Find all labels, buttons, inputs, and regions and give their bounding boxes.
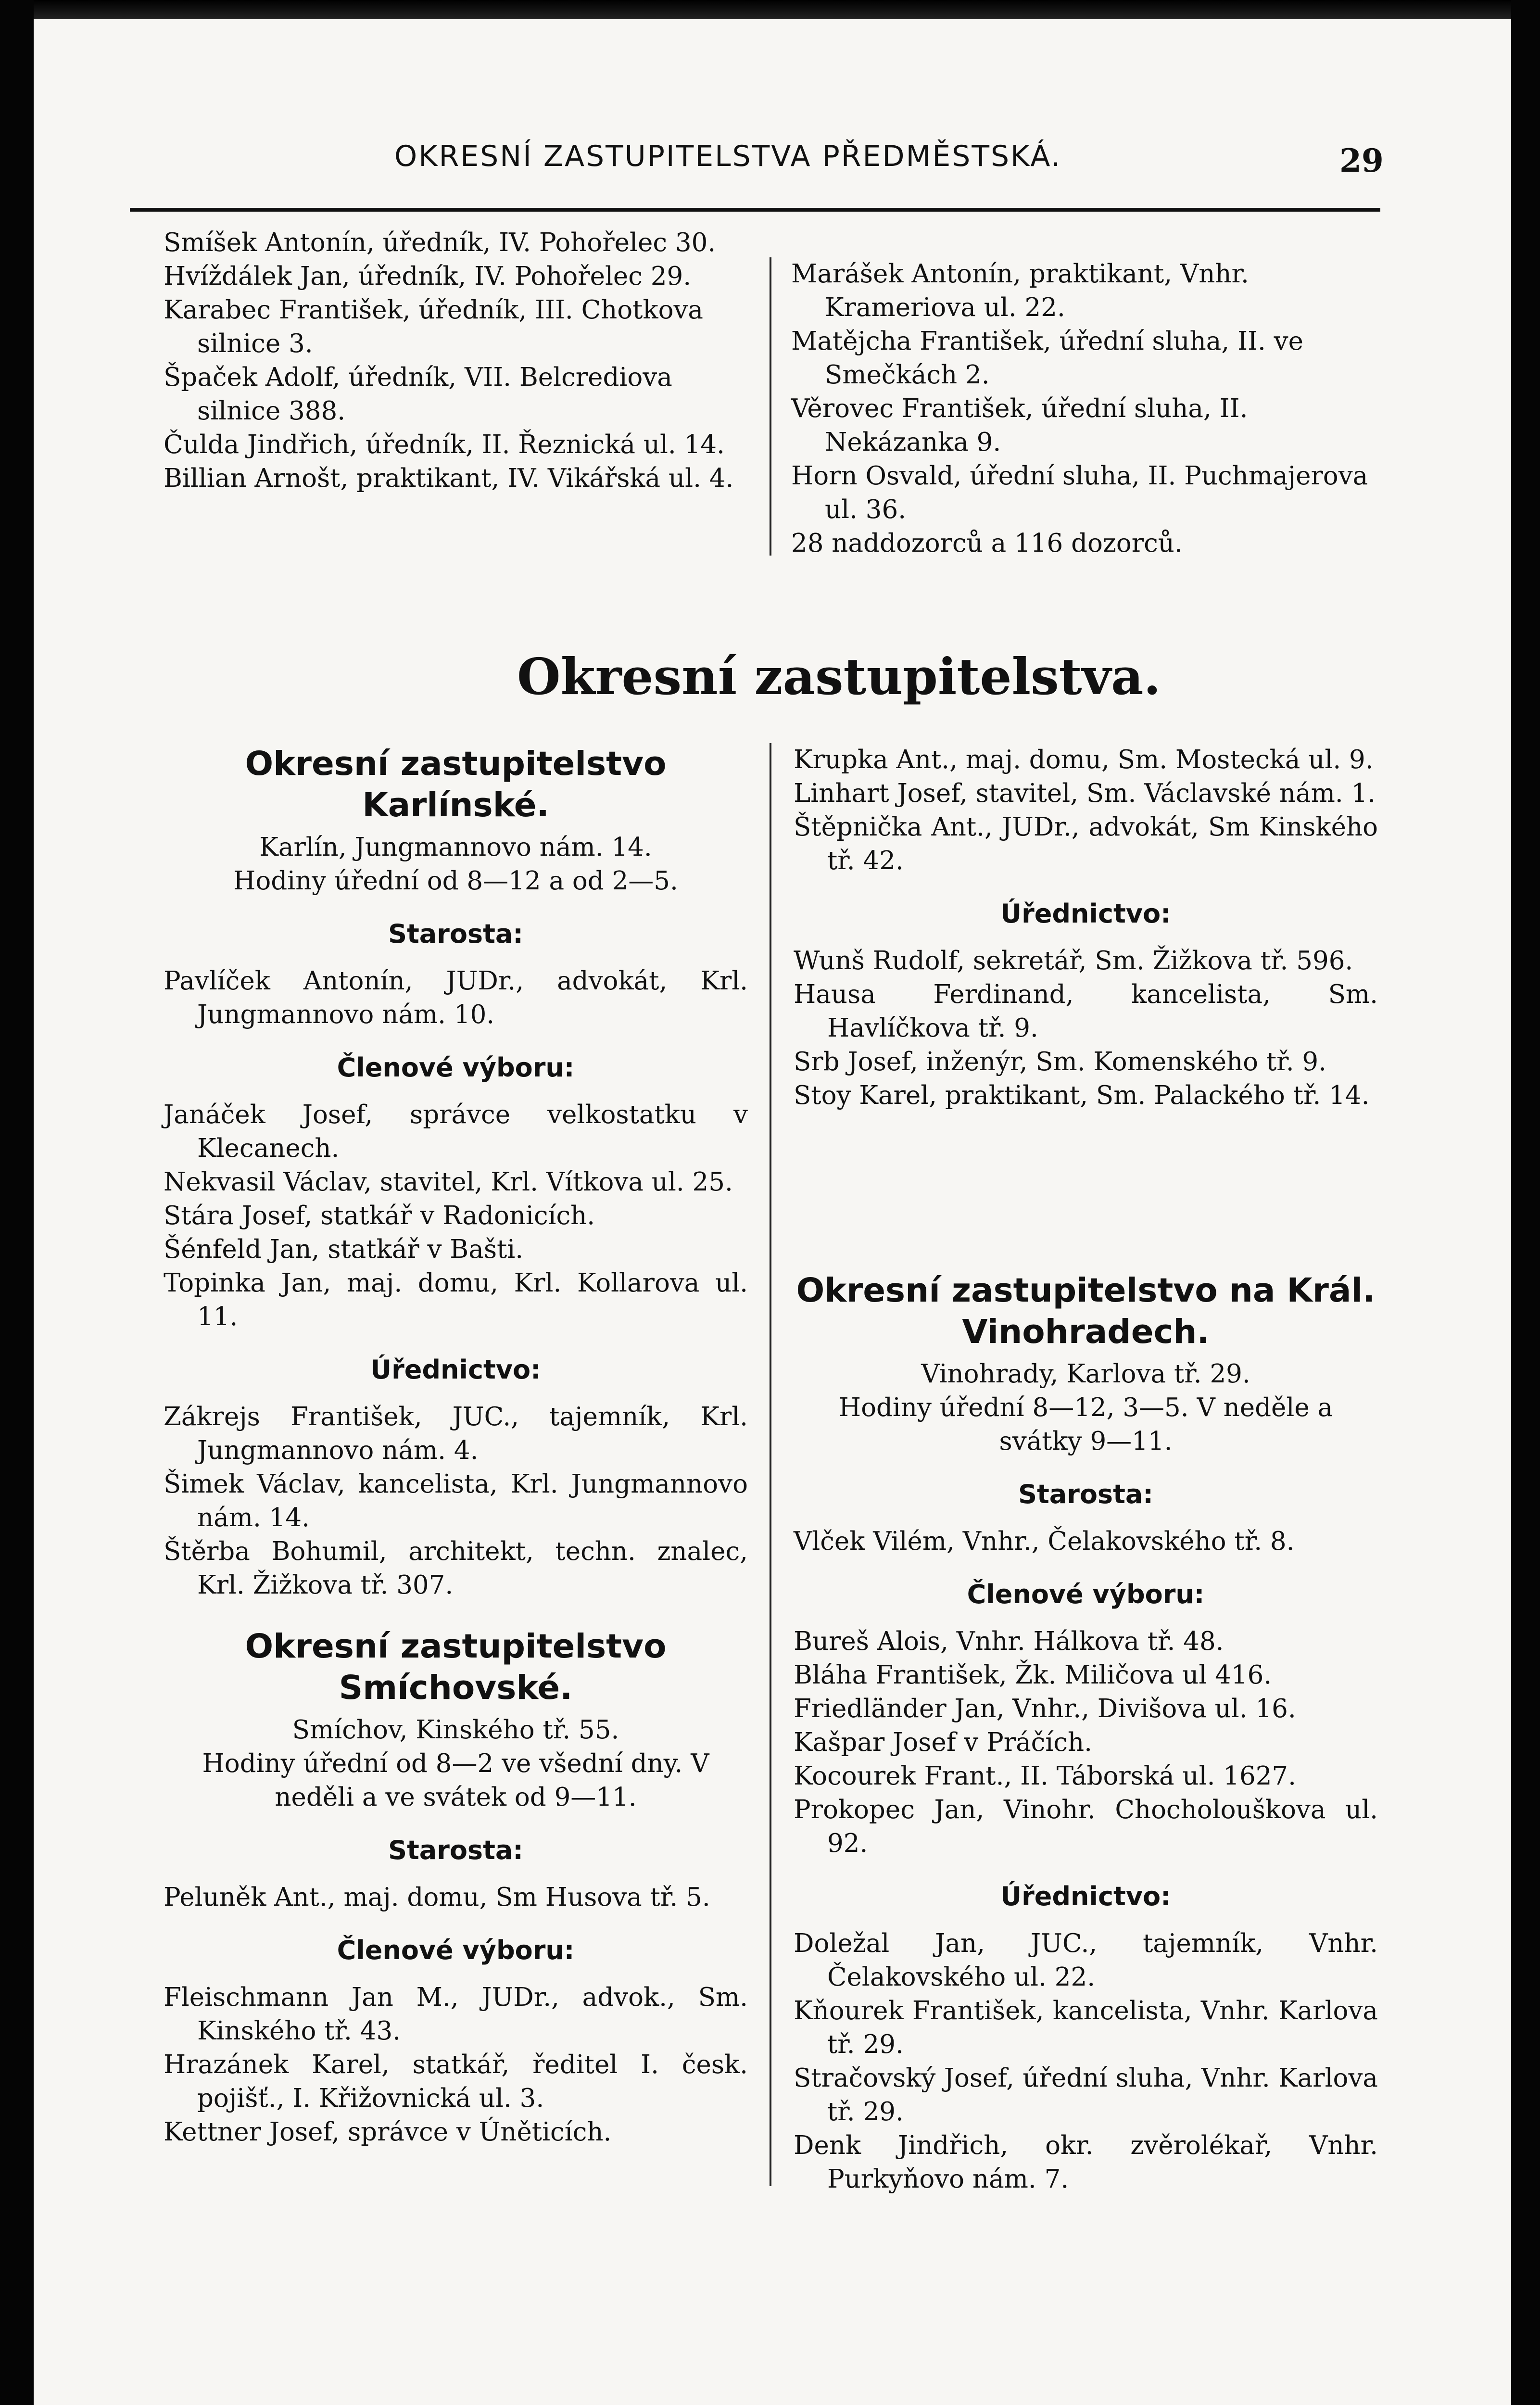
list-item: Krupka Ant., maj. domu, Sm. Mostecká ul. 9. [794, 745, 1374, 774]
scan-border-left [0, 0, 34, 2405]
section-title: Okresní zastupitelstvo Smíchovské. [245, 1627, 667, 1707]
list-item: Janáček Josef, správce velkostatku v Klecanech. [164, 1100, 748, 1163]
address: Smíchov, Kinského tř. 55. [292, 1715, 619, 1745]
main-title: Okresní zastupitelstva. [517, 647, 1161, 706]
list-item: Denk Jindřich, okr. zvěrolékař, Vnhr. Purkyňovo nám. 7. [794, 2131, 1378, 2194]
list-item: Šénfeld Jan, statkář v Bašti. [164, 1235, 524, 1264]
subheading-vybor: Členové výboru: [337, 1052, 575, 1083]
office-hours: Hodiny úřední od 8—12 a od 2—5. [233, 866, 678, 896]
subheading-urednictvo: Úřednictvo: [1000, 1881, 1171, 1911]
list-item: Kňourek František, kancelista, Vnhr. Karlova tř. 29. [794, 1996, 1378, 2059]
list-item: Pavlíček Antonín, JUDr., advokát, Krl. Jungmannovo nám. 10. [164, 966, 748, 1029]
list-item: Špaček Adolf, úředník, VII. Belcrediova silnice 388. [164, 363, 672, 426]
list-item: Karabec František, úředník, III. Chotkova silnice 3. [164, 295, 704, 358]
section-vinohrady [794, 1270, 1378, 2196]
top-left-list [164, 226, 741, 495]
address: Vinohrady, Karlova tř. 29. [921, 1359, 1250, 1389]
list-item: Kocourek Frant., II. Táborská ul. 1627. [794, 1761, 1296, 1791]
section-title: Okresní zastupitelstvo Karlínské. [245, 745, 667, 824]
list-item: Štěrba Bohumil, architekt, techn. znalec, Krl. Žižkova tř. 307. [164, 1537, 748, 1600]
list-item: Bláha František, Žk. Miličova ul 416. [794, 1660, 1272, 1690]
list-item: Hausa Ferdinand, kancelista, Sm. Havlíčkova tř. 9. [794, 980, 1378, 1043]
list-item: Stára Josef, statkář v Radonicích. [164, 1201, 595, 1230]
section-smichov [164, 1626, 748, 2149]
office-hours: Hodiny úřední od 8—2 ve všední dny. V neděli a ve svátek od 9—11. [202, 1749, 709, 1812]
list-item: Stračovský Josef, úřední sluha, Vnhr. Karlova tř. 29. [794, 2063, 1378, 2127]
scan-border-right [1511, 0, 1540, 2405]
list-item: Čulda Jindřich, úředník, II. Řeznická ul. 14. [164, 430, 725, 459]
list-item: Nekvasil Václav, stavitel, Krl. Vítkova ul. 25. [164, 1167, 733, 1197]
list-item: Hrazánek Karel, statkář, ředitel I. česk. pojišť., I. Křižovnická ul. 3. [164, 2050, 748, 2113]
subheading-starosta: Starosta: [388, 1835, 523, 1865]
section-karlin [164, 743, 748, 1602]
list-item: Matějcha František, úřední sluha, II. ve Smečkách 2. [791, 327, 1303, 390]
list-item: Linhart Josef, stavitel, Sm. Václavské nám. 1. [794, 779, 1376, 808]
list-item: Kašpar Josef v Práčích. [794, 1728, 1092, 1757]
list-item: Friedländer Jan, Vnhr., Divišova ul. 16. [794, 1694, 1296, 1723]
list-item: Šimek Václav, kancelista, Krl. Jungmannovo nám. 14. [164, 1469, 748, 1532]
subheading-urednictvo: Úřednictvo: [370, 1354, 541, 1385]
subheading-starosta: Starosta: [1018, 1479, 1153, 1509]
list-item: Horn Osvald, úřední sluha, II. Puchmajerova ul. 36. [791, 461, 1368, 524]
section-continuation [794, 743, 1378, 1113]
header-rule [130, 208, 1380, 212]
list-item: Billian Arnošt, praktikant, IV. Vikářská ul. 4. [164, 464, 734, 493]
list-item: Zákrejs František, JUC., tajemník, Krl. Jungmannovo nám. 4. [164, 1402, 748, 1465]
section-title: Okresní zastupitelstvo na Král. Vinohradech. [796, 1271, 1376, 1351]
running-head: OKRESNÍ ZASTUPITELSTVA PŘEDMĚSTSKÁ. [394, 139, 1062, 173]
list-item: Vlček Vilém, Vnhr., Čelakovského tř. 8. [794, 1527, 1295, 1556]
list-item: Peluněk Ant., maj. domu, Sm Husova tř. 5. [164, 1883, 710, 1912]
list-item: Bureš Alois, Vnhr. Hálkova tř. 48. [794, 1627, 1224, 1656]
list-item: Stoy Karel, praktikant, Sm. Palackého tř. 14. [794, 1081, 1370, 1110]
list-item: Srb Josef, inženýr, Sm. Komenského tř. 9. [794, 1047, 1326, 1076]
list-item: Věrovec František, úřední sluha, II. Nekázanka 9. [791, 394, 1248, 457]
subheading-starosta: Starosta: [388, 919, 523, 949]
list-item: Topinka Jan, maj. domu, Krl. Kollarova ul. 11. [164, 1268, 748, 1331]
list-item: Štěpnička Ant., JUDr., advokát, Sm Kinského tř. 42. [794, 812, 1378, 875]
office-hours: Hodiny úřední 8—12, 3—5. V neděle a svátky 9—11. [838, 1393, 1333, 1456]
list-item: Kettner Josef, správce v Úněticích. [164, 2117, 612, 2147]
list-item: Prokopec Jan, Vinohr. Chocholouškova ul. 92. [794, 1795, 1378, 1858]
subheading-vybor: Členové výboru: [967, 1579, 1205, 1609]
list-item: Doležal Jan, JUC., tajemník, Vnhr. Čelakovského ul. 22. [794, 1929, 1378, 1992]
column-divider [770, 743, 771, 2186]
list-item: Marášek Antonín, praktikant, Vnhr. Krameriova ul. 22. [791, 259, 1249, 322]
list-item: Fleischmann Jan M., JUDr., advok., Sm. Kinského tř. 43. [164, 1983, 748, 2046]
subheading-vybor: Členové výboru: [337, 1935, 575, 1965]
list-item: Smíšek Antonín, úředník, IV. Pohořelec 30. [164, 228, 716, 257]
page-number: 29 [1339, 142, 1384, 179]
list-item: Hvíždálek Jan, úředník, IV. Pohořelec 29. [164, 262, 692, 291]
column-divider [770, 257, 771, 556]
scan-border-top [0, 0, 1540, 19]
address: Karlín, Jungmannovo nám. 14. [259, 833, 652, 862]
list-item: Wunš Rudolf, sekretář, Sm. Žižkova tř. 596. [794, 946, 1353, 975]
top-right-list [791, 257, 1383, 560]
list-item: 28 naddozorců a 116 dozorců. [791, 529, 1183, 558]
subheading-urednictvo: Úřednictvo: [1000, 899, 1171, 929]
